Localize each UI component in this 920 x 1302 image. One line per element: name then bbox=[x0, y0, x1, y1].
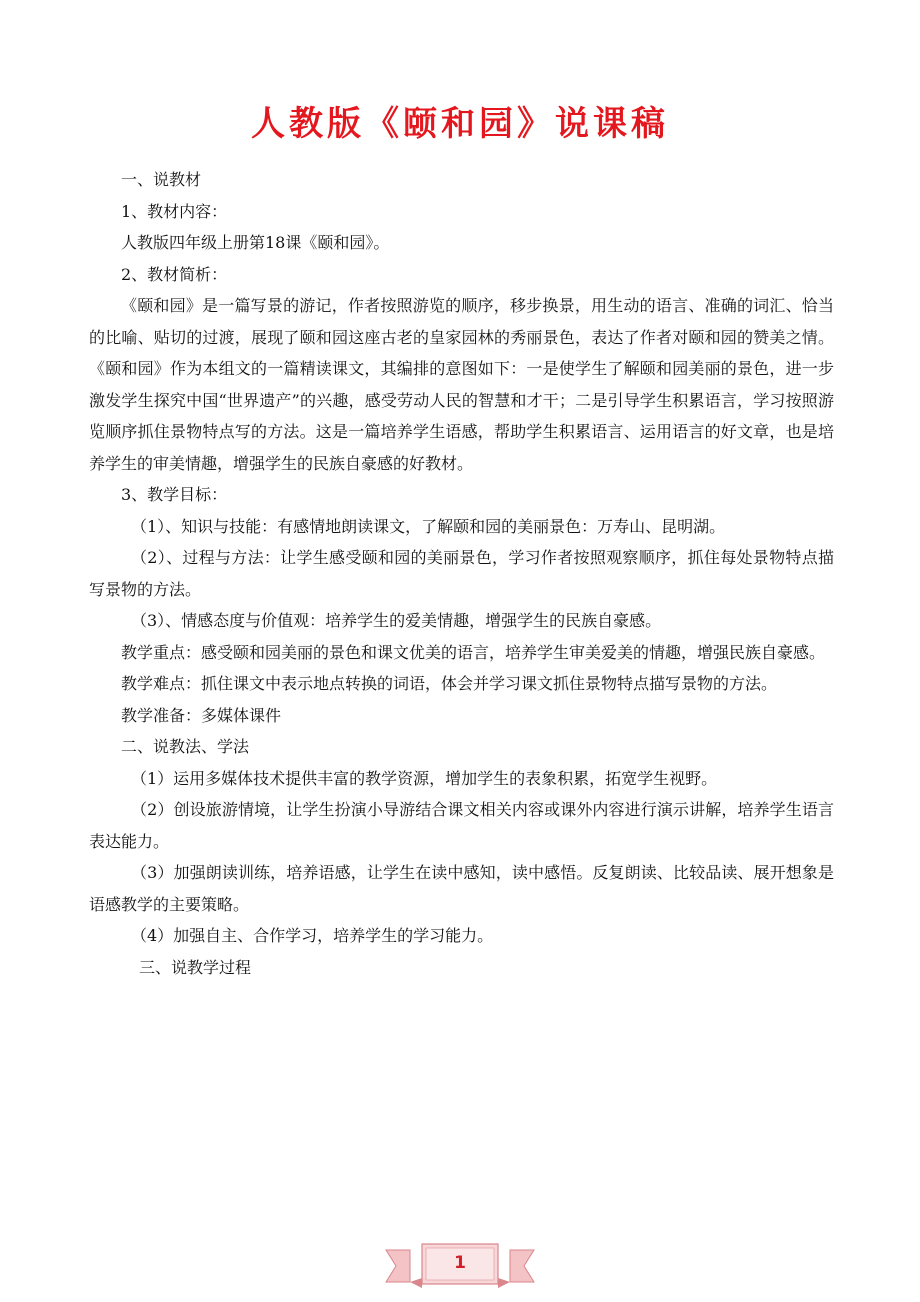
subheading-content: 1、教材内容： bbox=[121, 201, 228, 221]
section-heading-textbook: 一、说教材 bbox=[121, 170, 202, 189]
method-item-1: （1）运用多媒体技术提供丰富的教学资源，增加学生的表象积累，拓宽学生视野。 bbox=[131, 768, 718, 788]
section-heading-methods: 二、说教法、学法 bbox=[121, 737, 250, 756]
method-item-2: （2）创设旅游情境，让学生扮演小导游结合课文相关内容或课外内容进行演示讲解，培养学生语言表达能力。 bbox=[89, 800, 834, 851]
page-number: 1 bbox=[454, 1253, 466, 1273]
objective-knowledge: （1）、知识与技能：有感情地朗读课文，了解颐和园的美丽景色：万寿山、昆明湖。 bbox=[131, 516, 726, 536]
method-item-4: （4）加强自主、合作学习，培养学生的学习能力。 bbox=[131, 926, 494, 945]
document-title: 人教版《颐和园》说课稿 bbox=[251, 104, 669, 144]
paragraph-difficulties: 教学难点：抓住课文中表示地点转换的词语，体会并学习课文抓住景物特点描写景物的方法。 bbox=[121, 674, 778, 693]
method-item-3: （3）加强朗读训练，培养语感，让学生在读中感知，读中感悟。反复朗读、比较品读、展开想象是语感教学的主要策略。 bbox=[89, 863, 834, 914]
objective-emotion: （3）、情感态度与价值观：培养学生的爱美情趣，增强学生的民族自豪感。 bbox=[131, 611, 662, 630]
paragraph-analysis: 《颐和园》是一篇写景的游记，作者按照游览的顺序，移步换景，用生动的语言、准确的词汇、恰当的比喻、贴切的过渡，展现了颐和园这座古老的皇家园林的秀丽景色，表达了作者对颐和园的赞美之情。《颐和园》作为本组文的一篇精读课文，其编排的意图如下：一是使学生了解颐和园美丽的景色，进一步激发学生探究中国“世界遗产”的兴趣，感受劳动人民的智慧和才干；二是引导学生积累语言，学习按照游览顺序抓住景物特点写的方法。这是一篇培养学生语感，帮助学生积累语言、运用语言的好文章，也是培养学生的审美情趣，增强学生的民族自豪感的好教材。 bbox=[89, 296, 834, 473]
page-number-badge bbox=[382, 1236, 538, 1290]
subheading-objectives: 3、教学目标： bbox=[121, 485, 228, 504]
paragraph-preparation: 教学准备：多媒体课件 bbox=[121, 705, 282, 725]
section-heading-process: 三、说教学过程 bbox=[139, 957, 252, 977]
paragraph-textbook-content: 人教版四年级上册第18课《颐和园》。 bbox=[121, 233, 390, 252]
objective-process: （2）、过程与方法：让学生感受颐和园的美丽景色，学习作者按照观察顺序，抓住每处景物特点描写景物的方法。 bbox=[89, 548, 834, 599]
paragraph-key-points: 教学重点：感受颐和园美丽的景色和课文优美的语言，培养学生审美爱美的情趣，增强民族自豪感。 bbox=[121, 642, 826, 662]
document-body bbox=[89, 164, 834, 983]
subheading-analysis: 2、教材简析： bbox=[121, 264, 228, 284]
